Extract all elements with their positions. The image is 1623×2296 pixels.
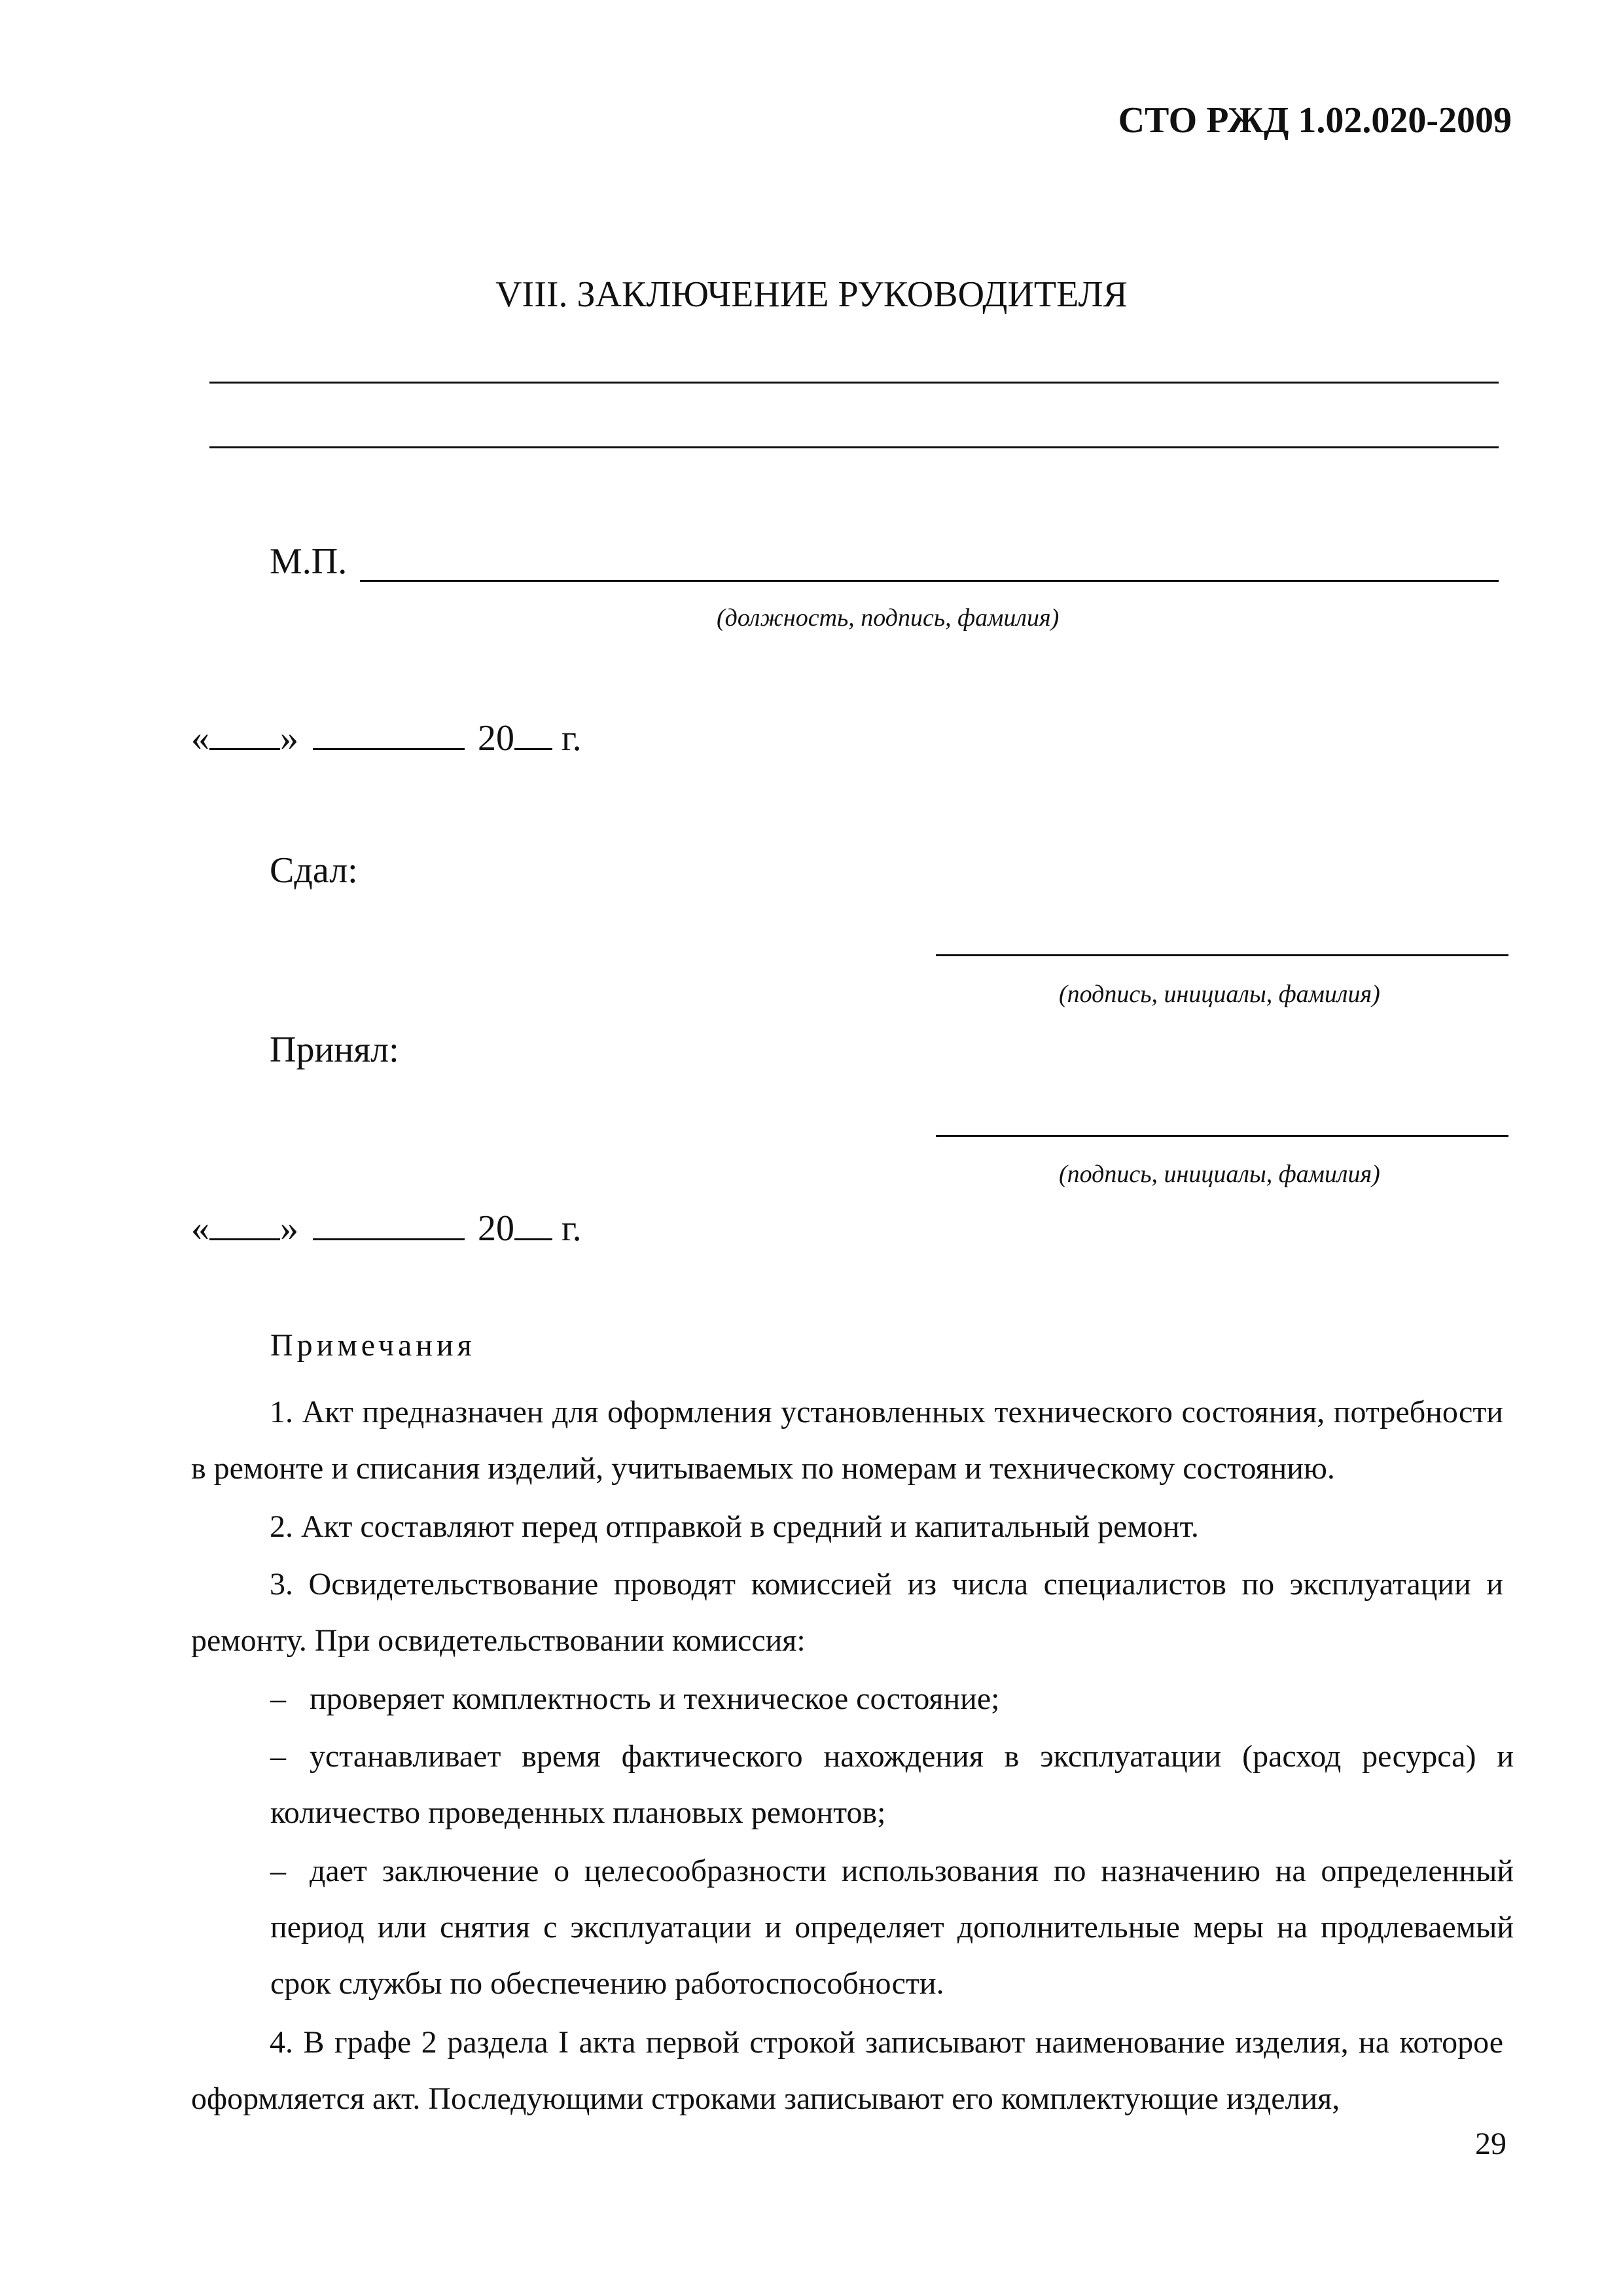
- note-list-item-text: дает заключение о целесообразности использования по назначению на определенный период или снятия с эксплуатации и определяет дополнительные меры на продлеваемый срок службы по обеспечению работоспособности.: [270, 1854, 1514, 2001]
- manager-signature-caption: (должность, подпись, фамилия): [717, 604, 1060, 632]
- note-list-item-text: устанавливает время фактического нахождения в эксплуатации (расход ресурса) и количество проведенных плановых ремонтов;: [270, 1739, 1514, 1830]
- date-year-blank[interactable]: [514, 718, 552, 750]
- date-day-blank[interactable]: [209, 718, 280, 750]
- date-close-quote: »: [280, 1208, 298, 1249]
- date-month-blank[interactable]: [313, 1208, 465, 1240]
- note-paragraph-2: 2. Акт составляют перед отправкой в средний и капитальный ремонт.: [270, 1509, 1199, 1544]
- date-line-2: [191, 1208, 582, 1249]
- note-paragraph-4: 4. В графе 2 раздела I акта первой строкой записывают наименование изделия, на которое оформляется акт. Последующими строками записывают его комплектующие изделия,: [191, 2025, 1503, 2116]
- date-year-prefix: 20: [478, 1208, 514, 1249]
- date-day-blank[interactable]: [209, 1208, 280, 1240]
- date-open-quote: «: [191, 1208, 209, 1249]
- conclusion-line-1[interactable]: [209, 382, 1499, 384]
- date-suffix: г.: [562, 1208, 582, 1249]
- note-list-item-1: [270, 1671, 1514, 1727]
- accepted-caption: (подпись, инициалы, фамилия): [1059, 1160, 1380, 1188]
- date-month-blank[interactable]: [313, 718, 465, 750]
- accepted-label: Принял:: [270, 1030, 399, 1070]
- date-suffix: г.: [562, 718, 582, 759]
- document-code: СТО РЖД 1.02.020-2009: [1118, 100, 1512, 141]
- dash-bullet: –: [270, 1681, 286, 1716]
- date-year-prefix: 20: [478, 718, 514, 759]
- page-number: 29: [1475, 2126, 1507, 2161]
- accepted-signature-line[interactable]: [936, 1135, 1508, 1137]
- date-open-quote: «: [191, 718, 209, 759]
- handed-over-signature-line[interactable]: [936, 954, 1508, 956]
- stamp-label: М.П.: [270, 541, 348, 582]
- handed-over-caption: (подпись, инициалы, фамилия): [1059, 980, 1380, 1008]
- manager-signature-line[interactable]: [360, 580, 1499, 582]
- note-list-item-2: [270, 1729, 1514, 1841]
- dash-bullet: –: [270, 1739, 286, 1774]
- section-title: VIII. ЗАКЛЮЧЕНИЕ РУКОВОДИТЕЛЯ: [495, 274, 1128, 315]
- date-year-blank[interactable]: [514, 1208, 552, 1240]
- note-list-item-3: [270, 1843, 1514, 2012]
- note-paragraph-1: 1. Акт предназначен для оформления установленных технического состояния, потребности в ремонте и списания изделий, учитываемых по номерам и техническому состоянию.: [191, 1395, 1503, 1486]
- note-paragraph-3: 3. Освидетельствование проводят комиссией из числа специалистов по эксплуатации и ремонту. При освидетельствовании комиссия:: [191, 1567, 1503, 1658]
- notes-heading: Примечания: [270, 1328, 476, 1363]
- date-line-1: [191, 717, 582, 759]
- date-close-quote: »: [280, 718, 298, 759]
- dash-bullet: –: [270, 1854, 286, 1888]
- handed-over-label: Сдал:: [270, 850, 358, 891]
- note-list-item-text: проверяет комплектность и техническое состояние;: [310, 1681, 1000, 1716]
- conclusion-line-2[interactable]: [209, 446, 1499, 448]
